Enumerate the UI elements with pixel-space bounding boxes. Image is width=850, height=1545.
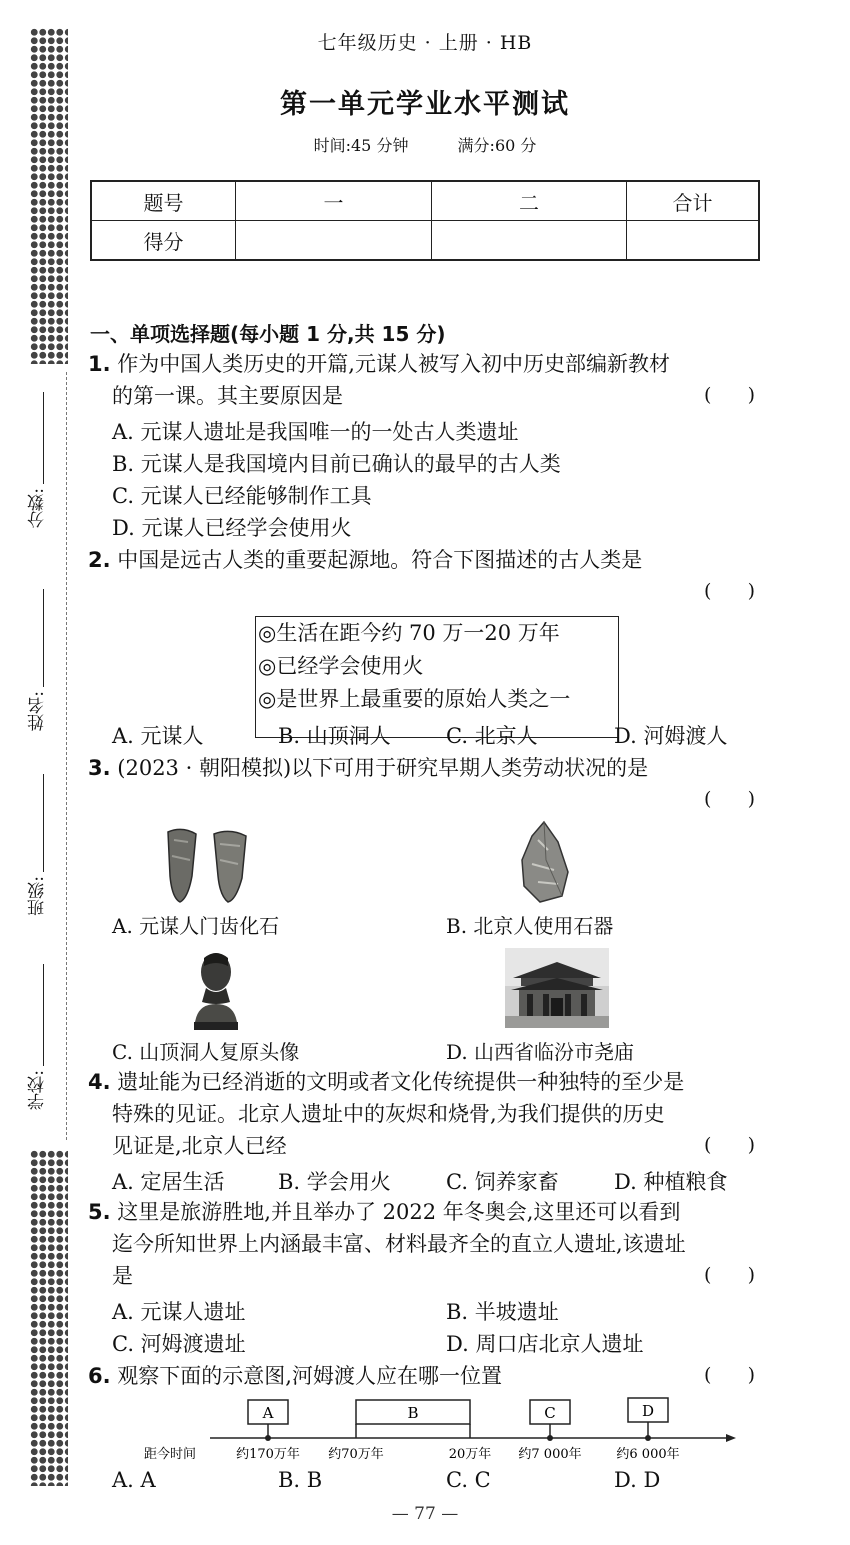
question-number: 3. [88, 756, 111, 780]
question-5-line2: 迄今所知世界上内涵最丰富、材料最齐全的直立人遗址,该遗址 [112, 1232, 686, 1256]
question-5-line3: 是 [112, 1264, 133, 1288]
question-1 [88, 348, 670, 380]
temple-photo-image [505, 948, 609, 1028]
timeline-tick-label: 约70万年 [328, 1447, 384, 1462]
timeline-label-d: D [641, 1402, 655, 1420]
box-line: ◎是世界上最重要的原始人类之一 [258, 687, 571, 711]
question-text: (2023 · 朝阳模拟)以下可用于研究早期人类劳动状况的是 [117, 756, 649, 780]
option-b[interactable]: B. 山顶洞人 [278, 724, 391, 748]
option-a[interactable]: A. 元谋人 [112, 724, 204, 748]
answer-parentheses[interactable] [704, 580, 755, 602]
timeline-tick-label: 约6 000年 [616, 1447, 680, 1462]
table-cell: 合计 [627, 181, 760, 221]
option-a[interactable]: A. 元谋人遗址 [112, 1300, 246, 1324]
option-b[interactable]: B. 半坡遗址 [446, 1300, 559, 1324]
bust-reconstruction-image [190, 948, 242, 1030]
question-5 [88, 1196, 680, 1228]
option-a[interactable]: A. A [112, 1468, 156, 1492]
question-number: 4. [88, 1070, 111, 1094]
question-number: 5. [88, 1200, 111, 1224]
table-row [91, 221, 759, 261]
score-table [90, 180, 760, 261]
decorative-dots-top [30, 28, 68, 364]
image-caption-b[interactable]: B. 北京人使用石器 [446, 914, 614, 938]
teeth-fossil-image [160, 826, 256, 906]
image-caption-d[interactable]: D. 山西省临汾市尧庙 [446, 1040, 635, 1064]
option-c[interactable]: C. 河姆渡遗址 [112, 1332, 246, 1356]
exam-time: 时间:45 分钟 [313, 136, 409, 155]
image-caption-a[interactable]: A. 元谋人门齿化石 [112, 914, 280, 938]
exam-full-score: 满分:60 分 [457, 136, 537, 155]
question-6 [88, 1360, 502, 1392]
page-title: 第一单元学业水平测试 [280, 89, 570, 120]
timeline-diagram [140, 1394, 740, 1466]
question-4-line3: 见证是,北京人已经 [112, 1134, 287, 1158]
answer-parentheses[interactable] [704, 1134, 755, 1156]
timeline-label-c: C [544, 1404, 556, 1422]
timeline-tick-label: 20万年 [448, 1447, 492, 1462]
question-text: 这里是旅游胜地,并且举办了 2022 年冬奥会,这里还可以看到 [117, 1200, 681, 1224]
option-c[interactable]: C. C [446, 1468, 491, 1492]
option-d[interactable]: D. 周口店北京人遗址 [446, 1332, 644, 1356]
option-b[interactable]: B. 学会用火 [278, 1170, 391, 1194]
sidebar-class-field: 班级: [30, 770, 56, 916]
question-4-line2: 特殊的见证。北京人遗址中的灰烬和烧骨,为我们提供的历史 [112, 1102, 665, 1126]
table-cell: 二 [432, 181, 627, 221]
question-2 [88, 544, 642, 576]
table-cell: 得分 [91, 221, 236, 261]
question-number: 2. [88, 548, 111, 572]
option-b[interactable]: B. 元谋人是我国境内目前已确认的最早的古人类 [112, 452, 561, 476]
section-title: 一、单项选择题(每小题 1 分,共 15 分) [90, 322, 446, 346]
option-c[interactable]: C. 元谋人已经能够制作工具 [112, 484, 372, 508]
option-c[interactable]: C. 北京人 [446, 724, 538, 748]
timeline-tick-label: 约7 000年 [518, 1447, 582, 1462]
question-text: 观察下面的示意图,河姆渡人应在哪一位置 [117, 1364, 502, 1388]
question-text: 中国是远古人类的重要起源地。符合下图描述的古人类是 [117, 548, 643, 572]
question-text: 作为中国人类历史的开篇,元谋人被写入初中历史部编新教材 [117, 352, 670, 376]
option-b[interactable]: B. B [278, 1468, 323, 1492]
table-row [91, 181, 759, 221]
option-d[interactable]: D. 河姆渡人 [614, 724, 728, 748]
timeline-tick-label: 约170万年 [236, 1447, 300, 1462]
question-3 [88, 752, 648, 784]
score-input-cell-total[interactable] [627, 221, 760, 261]
option-a[interactable]: A. 定居生活 [112, 1170, 225, 1194]
option-d[interactable]: D. 元谋人已经学会使用火 [112, 516, 352, 540]
question-number: 1. [88, 352, 111, 376]
timeline-label-b: B [407, 1404, 419, 1422]
box-line: ◎已经学会使用火 [258, 654, 424, 678]
sidebar-school-field: 学校: [30, 960, 56, 1110]
timeline-label-a: A [262, 1404, 274, 1422]
answer-parentheses[interactable] [704, 788, 755, 810]
table-cell: 一 [236, 181, 432, 221]
option-d[interactable]: D. 种植粮食 [614, 1170, 728, 1194]
image-caption-c[interactable]: C. 山顶洞人复原头像 [112, 1040, 300, 1064]
decorative-dots-bottom [30, 1150, 68, 1486]
stone-tool-image [518, 820, 572, 904]
option-a[interactable]: A. 元谋人遗址是我国唯一的一处古人类遗址 [112, 420, 519, 444]
option-d[interactable]: D. D [614, 1468, 661, 1492]
question-text: 遗址能为已经消逝的文明或者文化传统提供一种独特的至少是 [117, 1070, 685, 1094]
answer-parentheses[interactable] [704, 384, 755, 406]
sidebar-score-field: 分数: [30, 388, 56, 528]
question-1-line2: 的第一课。其主要原因是 [112, 384, 343, 408]
question-4 [88, 1066, 684, 1098]
timeline-axis-title: 距今时间 [144, 1447, 197, 1462]
table-cell: 题号 [91, 181, 236, 221]
book-header: 七年级历史 · 上册 · HB [317, 32, 533, 54]
page-number: — 77 — [391, 1504, 459, 1524]
exam-info [0, 133, 850, 156]
score-input-cell-1[interactable] [236, 221, 432, 261]
binding-dashed-line [66, 372, 67, 1140]
answer-parentheses[interactable] [704, 1364, 755, 1386]
question-number: 6. [88, 1364, 111, 1388]
answer-parentheses[interactable] [704, 1264, 755, 1286]
sidebar-name-field: 姓名: [30, 585, 56, 731]
option-c[interactable]: C. 饲养家畜 [446, 1170, 559, 1194]
score-input-cell-2[interactable] [432, 221, 627, 261]
box-line: ◎生活在距今约 70 万一20 万年 [258, 621, 560, 645]
